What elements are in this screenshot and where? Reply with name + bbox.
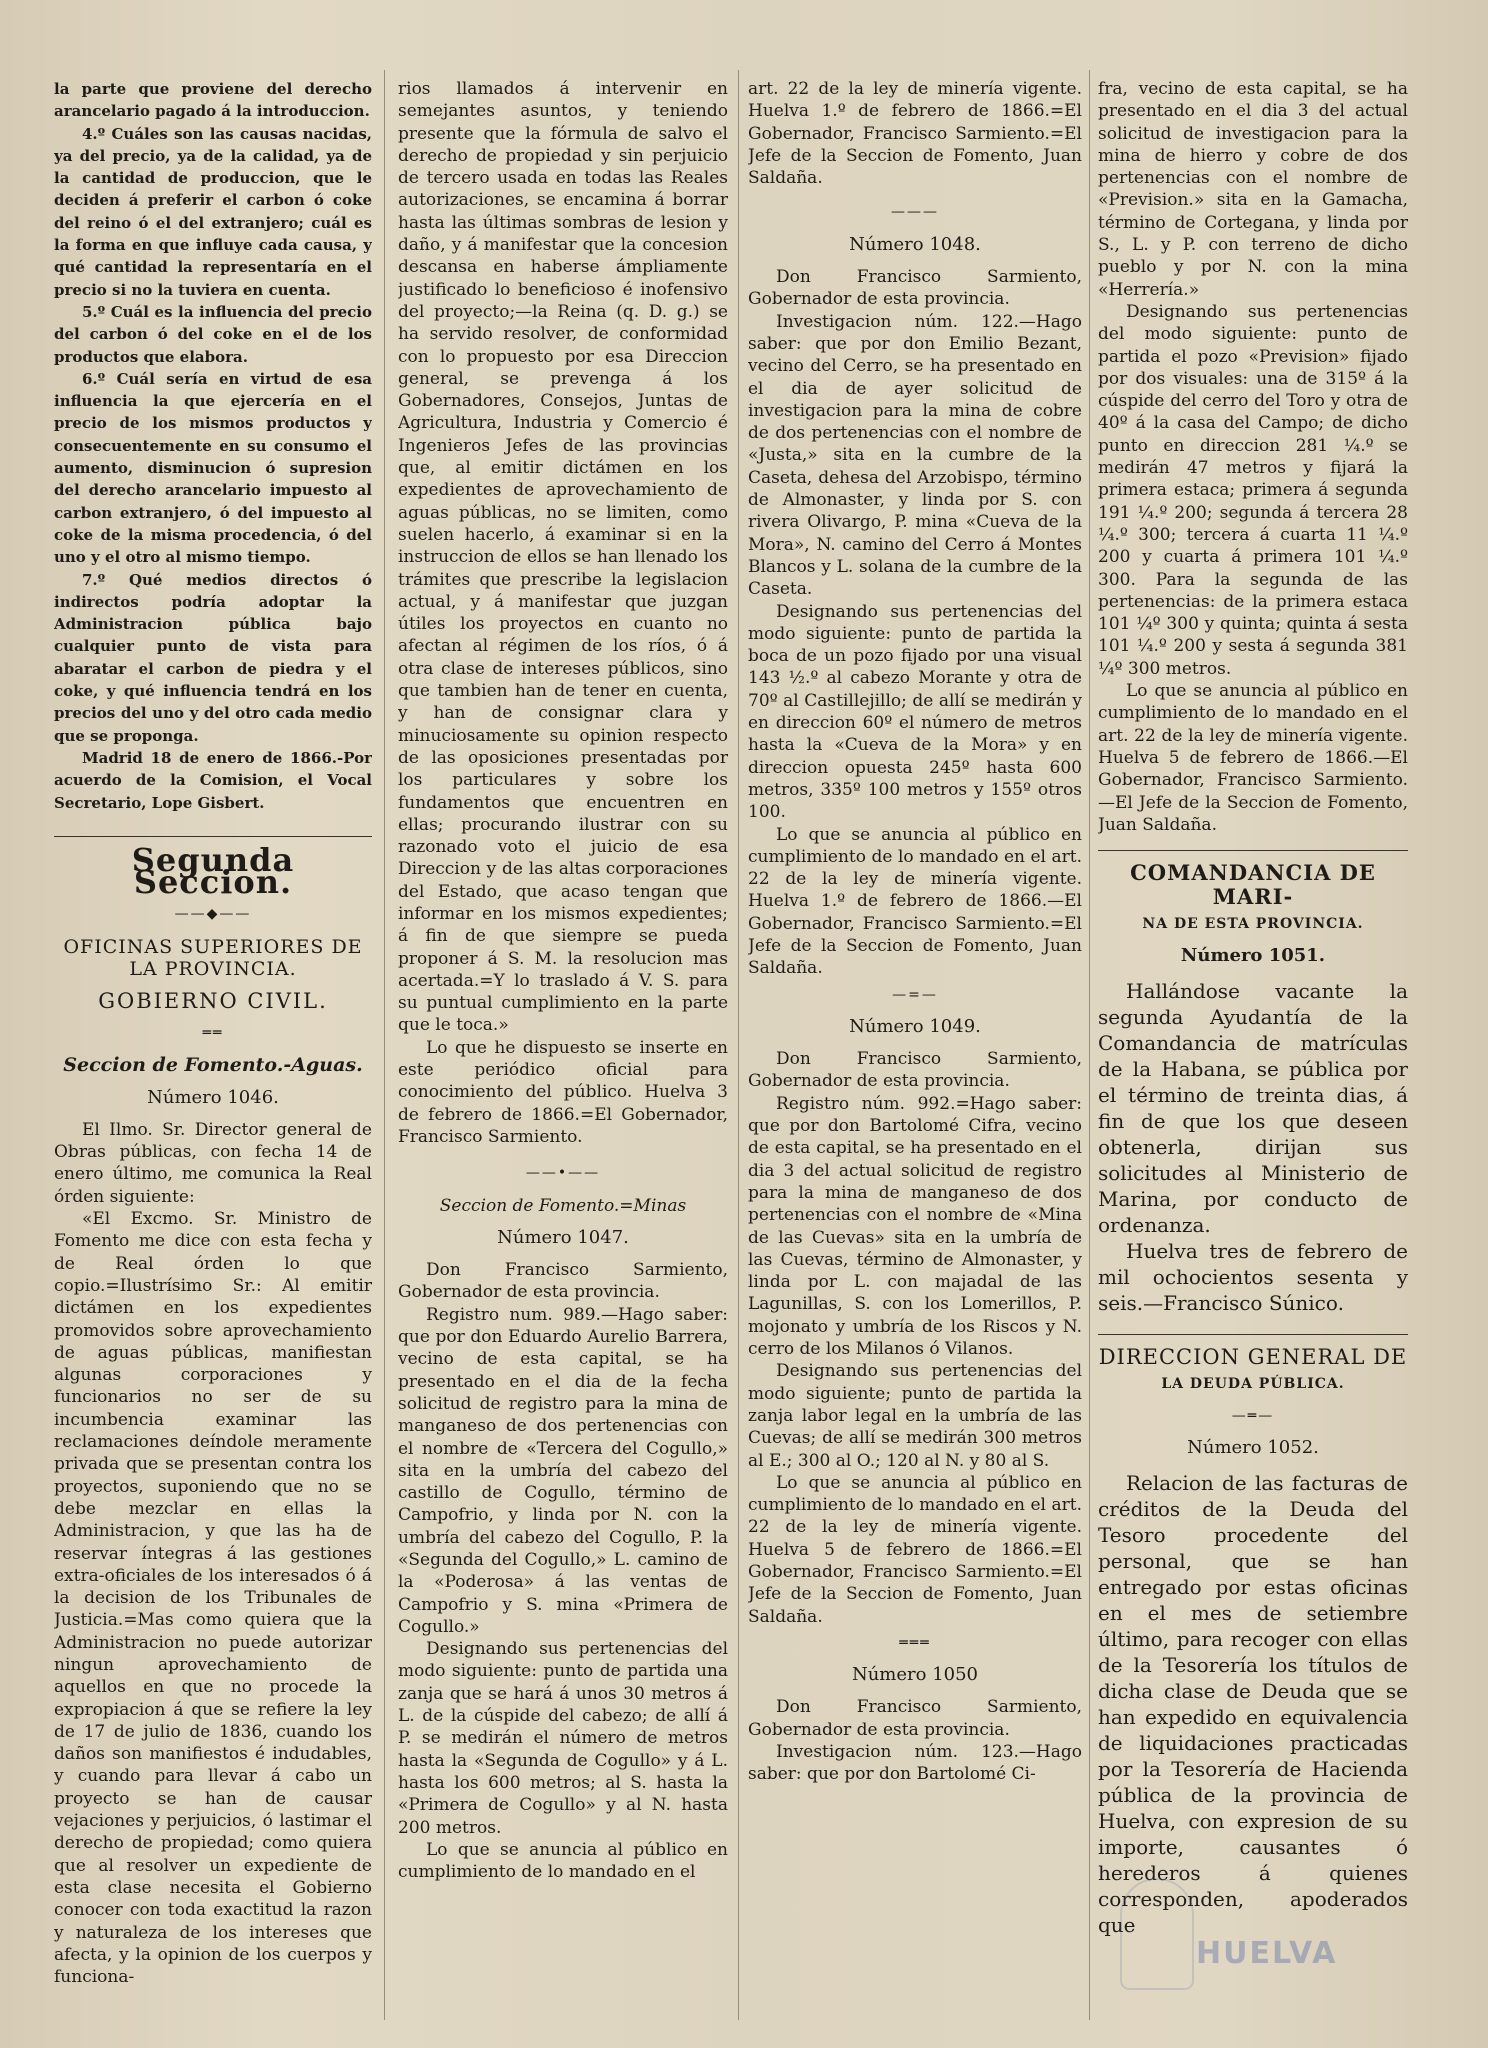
- paragraph: Designando sus pertenencias del modo siguiente: punto de partida la boca de un pozo fijado por una visual 143 ½.º al cabezo Morante y otra de 70º al Castillejillo; de allí se medirán y en direccion 60º el número de metros hasta la «Cueva de la Mora» y en direccion opuesta 245º hasta 600 metros, 335º 100 metros y 155º otros 100.: [748, 601, 1082, 823]
- paragraph: Investigacion núm. 122.—Hago saber: que por don Emilio Bezant, vecino del Cerro, se ha presentado en el dia de ayer solicitud de investigacion para la mina de cobre de dos pertenencias con el nombre de «Justa,» sita en la cumbre de la Caseta, dehesa del Arzobispo, término de Almonaster, y linda por S. con rivera Olivargo, P. mina «Cueva de la Mora», N. camino del Cerro á Montes Blancos y L. solana de la cumbre de la Caseta.: [748, 311, 1082, 600]
- paragraph: Designando sus pertenencias del modo siguiente: punto de partida el pozo «Prevision» fijado por dos visuales: una de 315º á la cúspide del cerro del Toro y otra de 40º á la casa del Campo; de dicho punto en direccion 281 ¼.º se medirán 47 metros y fijará la primera estaca; primera á segunda 191 ¼.º 200; segunda á tercera 28 ¼.º 300; tercera á cuarta 11 ¼.º 200 y cuarta á primera 101 ¼.º 300. Para la segunda de las pertenencias: de la primera estaca 101 ¼º 300 y quinta; quinta á sesta 101 ¼.º 200 y sesta á segunda 381 ¼º 300 metros.: [1098, 301, 1408, 679]
- paragraph: art. 22 de la ley de minería vigente. Huelva 1.º de febrero de 1866.=El Gobernador, Francisco Sarmiento.=El Jefe de la Seccion de Fomento, Juan Saldaña.: [748, 79, 1082, 189]
- subsection-heading: Seccion de Fomento.=Minas: [439, 1195, 687, 1216]
- paragraph: Investigacion núm. 123.—Hago saber: que por don Bartolomé Ci-: [748, 1742, 1082, 1785]
- deuda-heading: DIRECCION GENERAL DE: [1098, 1344, 1408, 1369]
- divider: [1098, 1334, 1408, 1335]
- divider: [1098, 850, 1408, 851]
- column-4: [1098, 78, 1408, 2038]
- paragraph: El Ilmo. Sr. Director general de Obras públicas, con fecha 14 de enero último, me comunica la Real órden siguiente:: [54, 1119, 372, 1207]
- column-rule: [738, 70, 739, 2020]
- watermark: HUELVA: [1196, 1936, 1338, 1971]
- paragraph: fra, vecino de esta capital, se ha presentado en el dia 3 del actual solicitud de investigacion para la mina de hierro y cobre de dos pertenencias con el nombre de «Prevision.» sita en la Gamacha, término de Cortegana, y linda por S., L. y P. con terreno de dicho pueblo y por N. con la mina «Herrería.»: [1098, 79, 1408, 300]
- paragraph: Don Francisco Sarmiento, Gobernador de esta provincia.: [398, 1260, 728, 1303]
- notice-number: Número 1047.: [497, 1226, 629, 1248]
- paragraph: la parte que proviene del derecho arancelario pagado á la introduccion.: [54, 80, 372, 121]
- paragraph: Relacion de las facturas de créditos de la Deuda del Tesoro procedente del personal, que se han entregado por estas oficinas en el mes de setiembre último, para recoger con ellas de la Tesorería los títulos de dicha clase de Deuda que se han expedido en equivalencia de liquidaciones practicadas por la Tesorería de Hacienda pública de la provincia de Huelva, con expresion de su importe, causantes ó herederos á quienes corresponden, apoderados que: [1098, 1470, 1408, 1937]
- notice-number: Número 1046.: [147, 1086, 279, 1108]
- signature-line: Madrid 18 de enero de 1866.-Por acuerdo de la Comision, el Vocal Secretario, Lope Gisbert.: [54, 748, 372, 812]
- paragraph: Lo que se anuncia al público en cumplimiento de lo mandado en el art. 22 de la ley de minería vigente. Huelva 5 de febrero de 1866.—El Gobernador, Francisco Sarmiento.—El Jefe de la Seccion de Fomento, Juan Saldaña.: [1098, 681, 1408, 835]
- paragraph: rios llamados á intervenir en semejantes asuntos, y teniendo presente que la fórmula de salvo el derecho de propiedad y sin perjuicio de tercero usada en todas las Reales autorizaciones, se encamina á borrar hasta las últimas sombras de lesion y daño, y á manifestar que la concesion descansa en haberse ámpliamente justificado lo beneficioso é inofensivo del proyecto;—la Reina (q. D. g.) se ha servido resolver, de conformidad con lo propuesto por esa Direccion general, se prevenga á los Gobernadores, Consejos, Juntas de Agricultura, Industria y Comercio é Ingenieros Jefes de las provincias que, al emitir dictámen en los expedientes de aprovechamiento de aguas públicas, no se limiten, como suelen hacerlo, á examinar si en la instruccion de ellos se han llenado los trámites que prescribe la legislacion actual, y á manifestar que juzgan útiles los proyectos en cuanto no afectan al régimen de los ríos, ó á otra clase de intereses públicos, sino que tambien han de tener en cuenta, y han de consignar clara y minuciosamente su opinion respecto de las oposiciones presentadas por los particulares y sobre los fundamentos que encuentren en ellas; procurando ilustrar con su razonado voto el juicio de esa Direccion y de las altas corporaciones del Estado, que acaso tengan que informar en los mismos expedientes; á fin de que siempre se pueda proponer á S. M. la resolucion mas acertada.=Y lo traslado á V. S. para su puntual cumplimiento en la parte que le toca.»: [398, 79, 728, 1036]
- paragraph: Lo que se anuncia al público en cumplimiento de lo mandado en el art. 22 de la ley de minería vigente. Huelva 1.º de febrero de 1866.—El Gobernador, Francisco Sarmiento.=El Jefe de la Seccion de Fomento, Juan Saldaña.: [748, 824, 1082, 979]
- section-title: Segunda Seccion.: [131, 840, 295, 902]
- paragraph: Designando sus pertenencias del modo siguiente: punto de partida una zanja que se hará á unos 30 metros á L. de la cúspide del cabezo; de allí á P. se medirán el número de metros hasta la «Segunda de Cogullo» y á L. hasta los 600 metros; al S. hasta la «Primera de Cogullo» y al N. hasta 200 metros.: [398, 1639, 728, 1838]
- marina-heading: COMANDANCIA DE MARI-: [1130, 860, 1376, 910]
- paragraph: Don Francisco Sarmiento, Gobernador de esta provincia.: [748, 267, 1082, 310]
- paragraph: Don Francisco Sarmiento, Gobernador de esta provincia.: [748, 1049, 1082, 1092]
- ornament: —═—: [1231, 1407, 1275, 1424]
- paragraph: Hallándose vacante la segunda Ayudantía de la Comandancia de matrículas de la Habana, se pública por el término de treinta dias, á fin de que los que deseen obtenerla, dirijan sus solicitudes al Ministerio de Marina, por conducto de ordenanza.: [1098, 978, 1408, 1237]
- divider: [54, 836, 372, 837]
- paragraph: Lo que se anuncia al público en cumplimiento de lo mandado en el: [398, 1839, 728, 1883]
- paragraph: Lo que he dispuesto se inserte en este periódico oficial para conocimiento del público. Huelva 3 de febrero de 1866.=El Gobernador, Francisco Sarmiento.: [398, 1037, 728, 1147]
- marina-subheading: NA DE ESTA PROVINCIA.: [1142, 916, 1364, 933]
- paragraph: 7.º Qué medios directos ó indirectos podría adoptar la Administracion pública bajo cualquier punto de vista para abaratar el carbon de piedra y el coke, y qué influencia tendrá en los precios del uno y del otro cada medio que se proponga.: [54, 570, 372, 745]
- column-3: [748, 78, 1082, 2038]
- gobierno-heading: GOBIERNO CIVIL.: [98, 988, 328, 1013]
- column-rule: [384, 70, 385, 2020]
- paragraph: Registro núm. 992.=Hago saber: que por don Bartolomé Cifra, vecino de esta capital, se ha presentado en el dia 3 del actual solicitud de registro para la mina de manganeso de dos pertenencias con el nombre de «Mina de las Cuevas» sita en la umbría de las Cuevas, término de Almonaster, y linda por L. con majadal de las Lagunillas, S. con los Lomerillos, P. mojonato y umbría de los Riscos y N. cerro de los Milanos ó Vilanos.: [748, 1093, 1082, 1360]
- paragraph: Designando sus pertenencias del modo siguiente; punto de partida la zanja labor legal en la umbría de las Cuevas; de allí se medirán 300 metros al E.; 300 al O.; 120 al N. y 80 al S.: [748, 1361, 1082, 1471]
- ornament: ——•——: [525, 1165, 601, 1182]
- ornament: ═══: [899, 1634, 931, 1651]
- ornament: ——◆——: [174, 906, 252, 923]
- paragraph: Registro num. 989.—Hago saber: que por don Eduardo Aurelio Barrera, vecino de esta capital, se ha presentado en el dia de la fecha solicitud de registro para la mina de manganeso de dos pertenencias con el nombre de «Tercera del Cogullo,» sita en la umbría del cabezo del castillo de Cogullo, término de Campofrio, y linda por N. con la umbría del cabezo del Cogullo, P. la «Segunda del Cogullo,» L. camino de la «Poderosa» á las ventas de Campofrio y S. mina «Primera de Cogullo.»: [398, 1304, 728, 1637]
- paragraph: 6.º Cuál sería en virtud de esa influencia la que ejercería en el precio de los mismos productos y consecuentemente en su consumo el aumento, disminucion ó supresion del derecho arancelario impuesto al carbon extranjero, ó del impuesto al coke de la misma procedencia, ó del uno y el otro al mismo tiempo.: [54, 369, 372, 567]
- column-1: [54, 78, 372, 2038]
- offices-heading: OFICINAS SUPERIORES DE LA PROVINCIA.: [63, 935, 363, 980]
- paragraph: «El Excmo. Sr. Ministro de Fomento me dice con esta fecha y de Real órden lo que copio.=Ilustrísimo Sr.: Al emitir dictámen en los expedientes promovidos sobre aprovechamiento de aguas públicas, manifiestan algunas corporaciones y funcionarios no ser de su incumbencia examinar las reclamaciones deíndole meramente privada que se presentan contra los proyectos, suponiendo que no se debe mezclar en ellas la Administracion, y que las ha de reservar íntegras á las gestiones extra-oficiales de los interesados ó á la decision de los Tribunales de Justicia.=Mas como quiera que la Administracion no puede autorizar ningun aprovechamiento de aquellos en que no procede la expropiacion á que se refiere la ley de 17 de julio de 1836, cuando los daños son manifiestos é indudables, y cuando para llevar á cabo un proyecto se han de causar vejaciones y perjuicios, ó lastimar el derecho de propiedad; como quiera que al resolver un expediente de esta clase necesita el Gobierno conocer con toda exactitud la razon y naturaleza de los intereses que afecta, y la opinion de los cuerpos y funciona-: [54, 1209, 372, 1988]
- paragraph: 4.º Cuáles son las causas nacidas, ya del precio, ya de la calidad, ya de la cantidad de produccion, que le deciden á preferir el carbon ó coke del reino ó el del extranjero; cuál es la forma en que influye cada causa, y qué cantidad la representaría en el precio si no la tuviera en cuenta.: [54, 124, 372, 299]
- paragraph: 5.º Cuál es la influencia del precio del carbon ó del coke en el de los productos que elabora.: [54, 302, 372, 366]
- notice-number: Número 1050: [851, 1664, 979, 1686]
- notice-number: Número 1049.: [849, 1015, 981, 1037]
- subsection-heading: Seccion de Fomento.-Aguas.: [63, 1054, 363, 1077]
- column-2: [398, 78, 728, 2038]
- ornament: —=—: [892, 986, 938, 1003]
- paragraph: Huelva tres de febrero de mil ochocientos sesenta y seis.—Francisco Súnico.: [1098, 1238, 1408, 1315]
- paragraph: Lo que se anuncia al público en cumplimiento de lo mandado en el art. 22 de la ley de minería vigente. Huelva 5 de febrero de 1866.=El Gobernador, Francisco Sarmiento.=El Jefe de la Seccion de Fomento, Juan Saldaña.: [748, 1472, 1082, 1627]
- notice-number: Número 1051.: [1180, 945, 1326, 967]
- deuda-subheading: LA DEUDA PÚBLICA.: [1161, 1375, 1345, 1392]
- library-seal-icon: [1120, 1878, 1194, 1990]
- ornament: ══: [202, 1024, 224, 1041]
- paragraph: Don Francisco Sarmiento, Gobernador de esta provincia.: [748, 1697, 1082, 1740]
- ornament: ———: [891, 204, 939, 221]
- notice-number: Número 1052.: [1187, 1437, 1319, 1459]
- column-rule: [1089, 70, 1090, 2020]
- notice-number: Número 1048.: [849, 233, 981, 255]
